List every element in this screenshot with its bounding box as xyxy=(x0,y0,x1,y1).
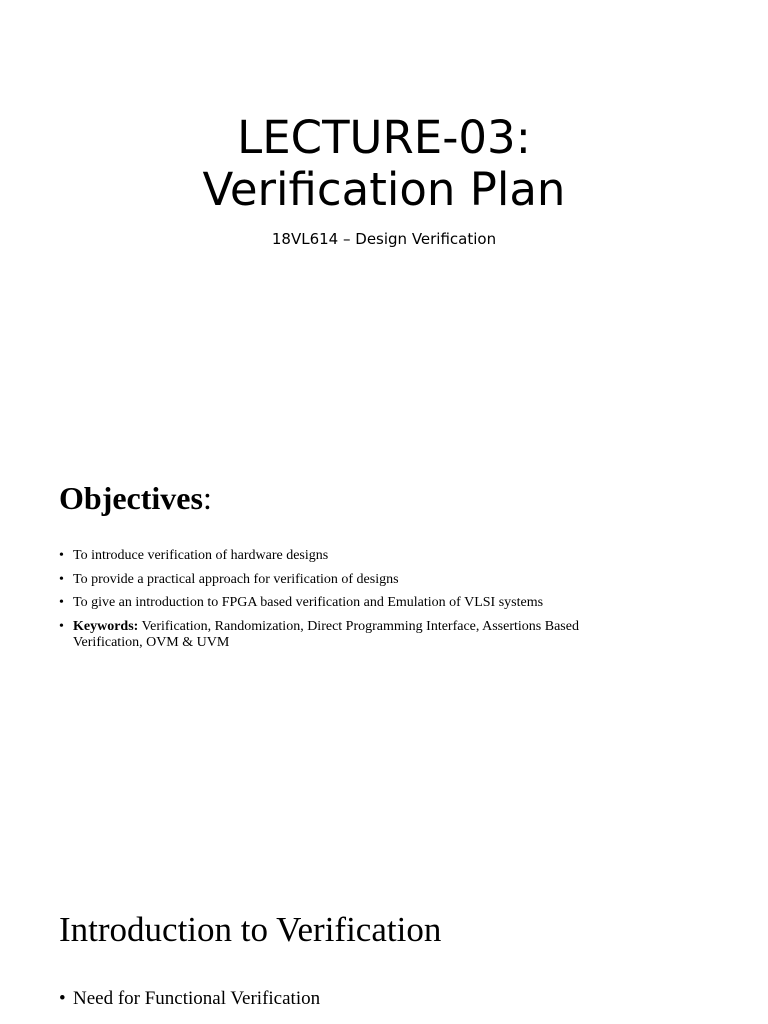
slide-subtitle: 18VL614 – Design Verification xyxy=(271,230,497,248)
bullet-icon: • xyxy=(59,618,64,634)
bullet-icon: • xyxy=(59,595,64,610)
title-slide xyxy=(0,0,768,432)
slide-title xyxy=(0,112,768,216)
keywords-label: Keywords: xyxy=(73,618,139,634)
list-item-text: To give an introduction to FPGA based verification and Emulation of VLSI systems xyxy=(73,595,544,610)
list-item xyxy=(59,572,619,588)
list-item-text: To introduce verification of hardware designs xyxy=(73,548,329,563)
list-item xyxy=(59,988,320,1010)
objectives-slide xyxy=(0,432,768,864)
keywords-text: Verification, Randomization, Direct Programming Interface, Assertions Based Verification, OVM & UVM xyxy=(73,618,579,650)
objectives-heading-bold: Objectives xyxy=(59,480,203,516)
bullet-icon: • xyxy=(59,571,64,587)
bullet-icon: • xyxy=(59,988,66,1009)
list-item-text: Need for Functional Verification xyxy=(73,988,321,1009)
objectives-heading-suffix: : xyxy=(202,480,212,516)
list-item-text: To provide a practical approach for verification of designs xyxy=(73,571,399,587)
introduction-slide xyxy=(0,864,768,1024)
introduction-list xyxy=(59,988,320,1010)
list-item xyxy=(59,619,619,651)
slide-title-line-1: LECTURE-03: xyxy=(237,111,531,164)
objectives-heading xyxy=(59,478,212,518)
slide-title-line-2: Verification Plan xyxy=(202,163,566,216)
objectives-list xyxy=(59,548,619,658)
list-item xyxy=(59,595,619,611)
bullet-icon: • xyxy=(59,548,64,563)
list-item xyxy=(59,548,619,564)
introduction-heading: Introduction to Verification xyxy=(59,910,442,949)
